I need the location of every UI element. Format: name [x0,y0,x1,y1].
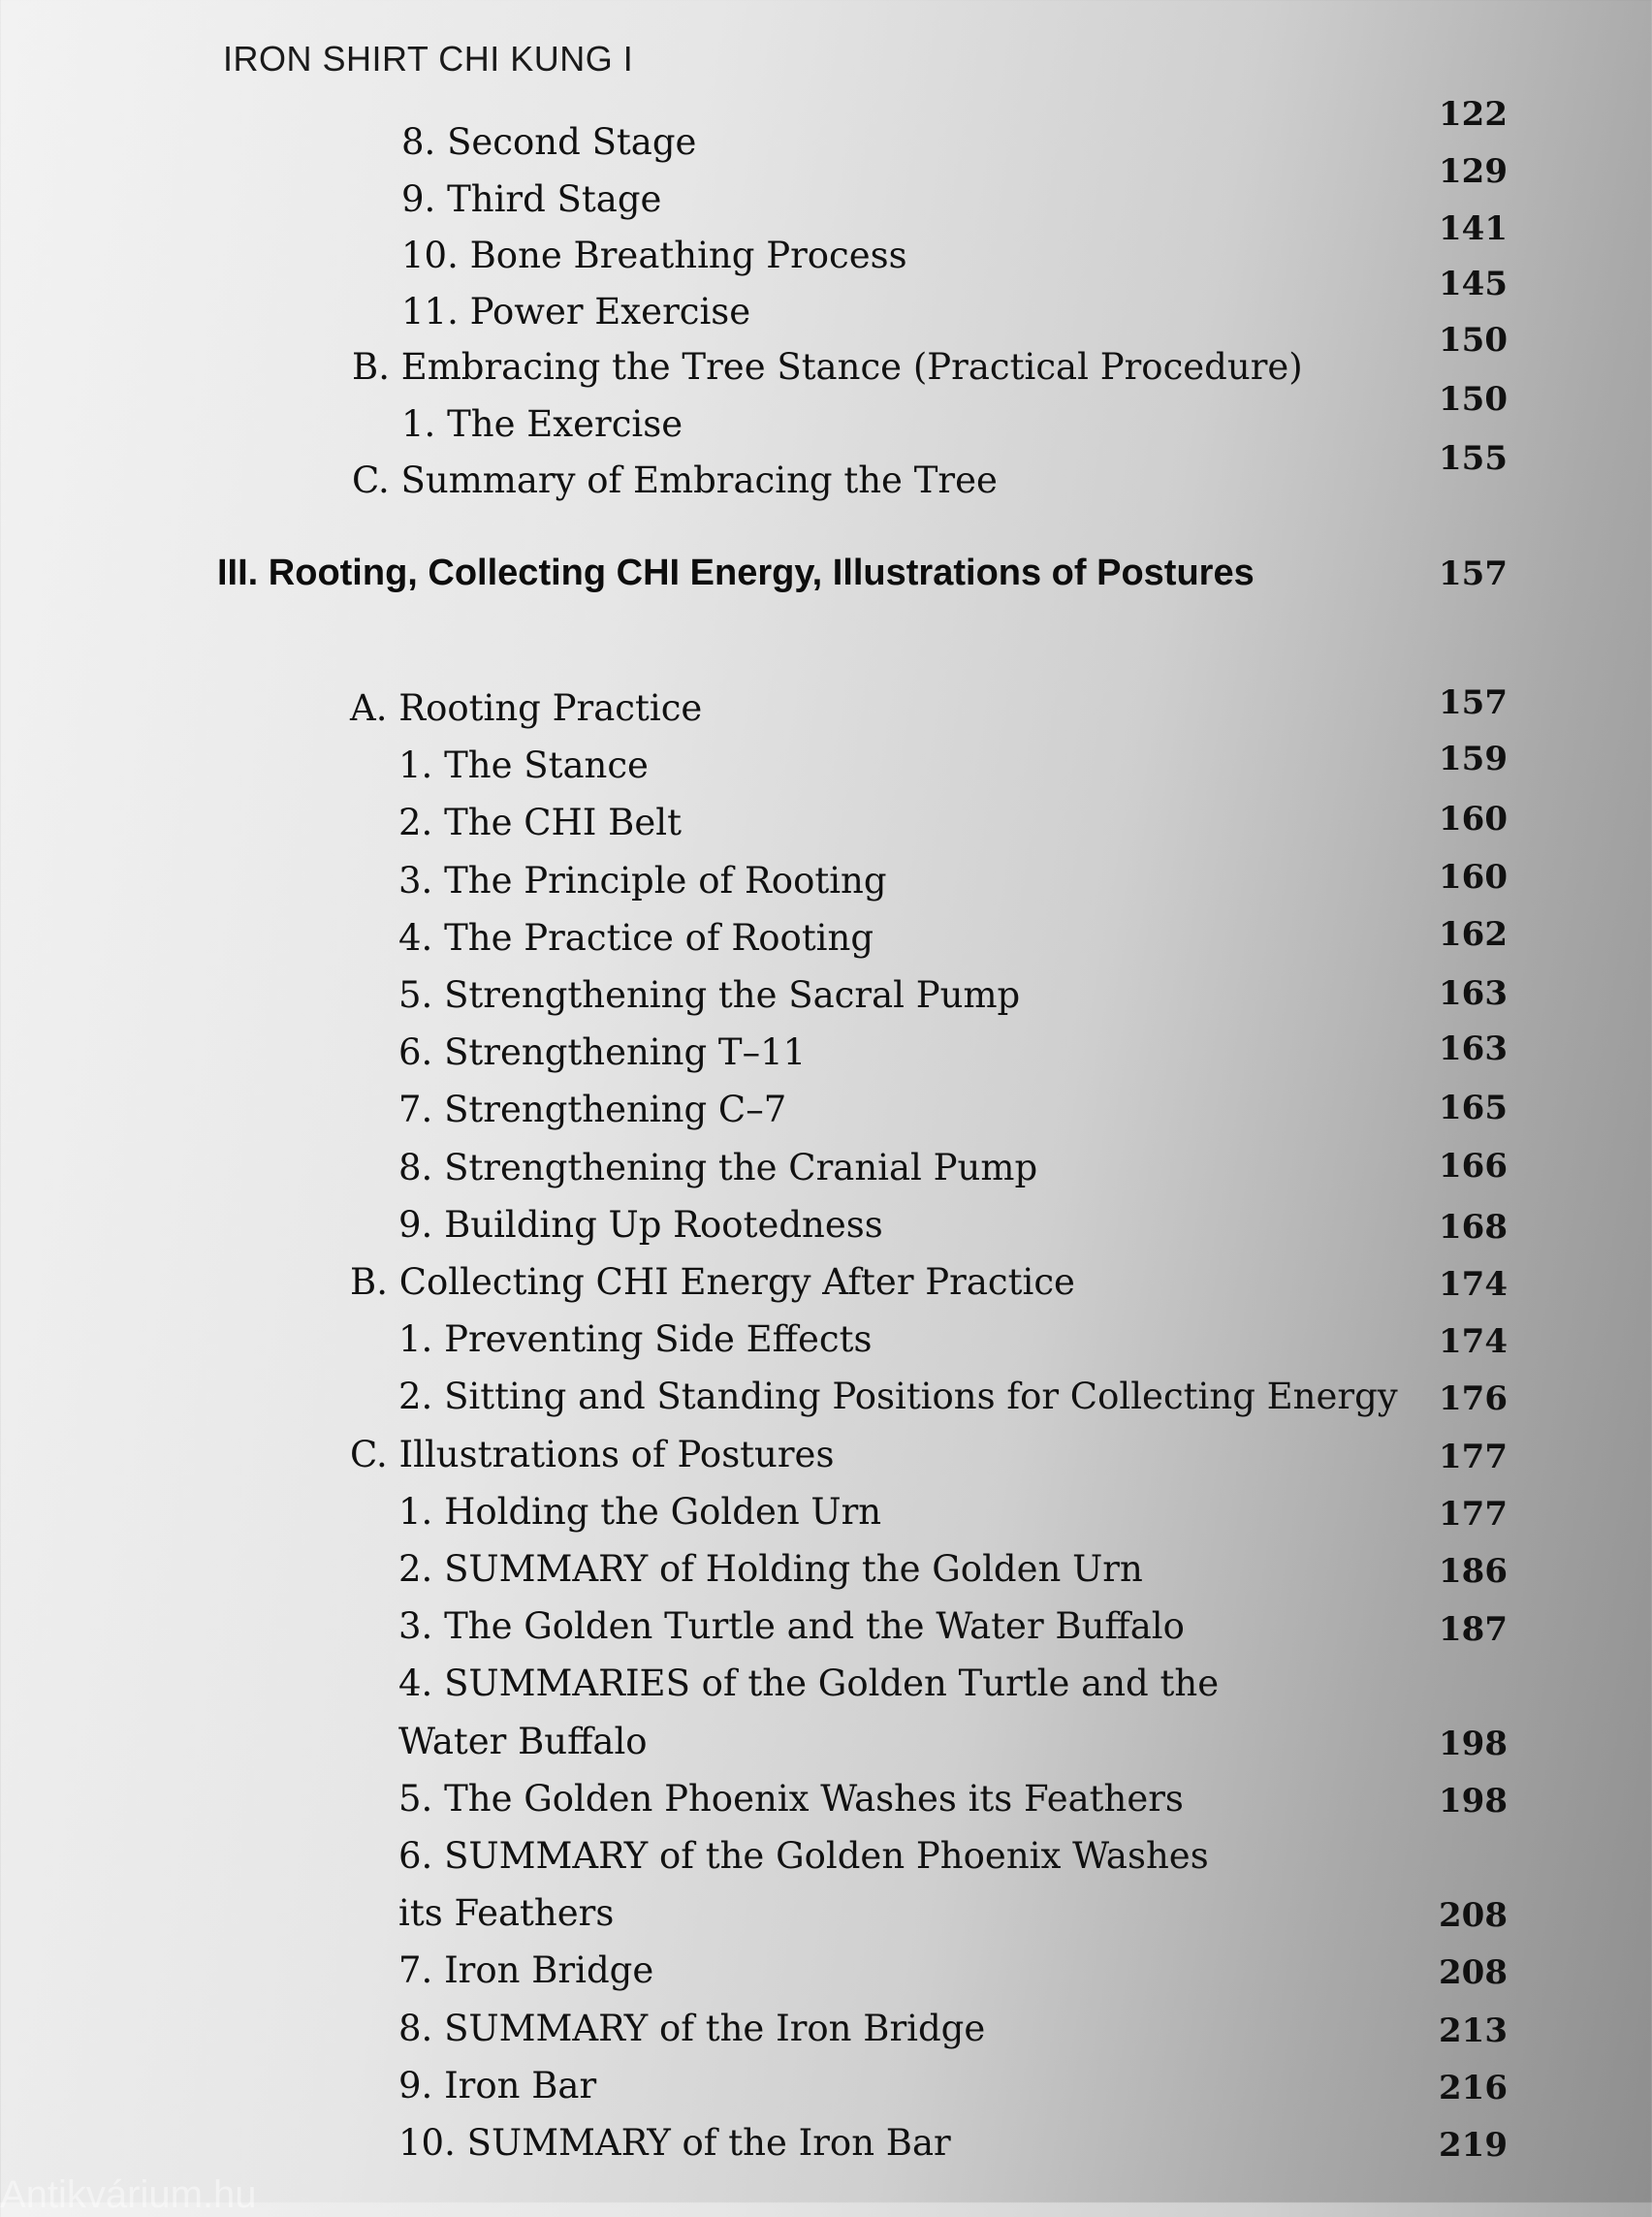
toc-after-entry-text: 1. The Stance [398,744,649,786]
toc-after-entry-page: 177 [1439,1495,1508,1534]
toc-after-entry-text: 2. The CHI Belt [398,802,682,843]
toc-after-entry-page: 160 [1439,800,1508,839]
toc-after-entry-text: 4. The Practice of Rooting [398,917,874,959]
watermark: Antikvárium.hu [0,2173,257,2216]
toc-after-entry-page: 186 [1439,1552,1508,1591]
toc-after-entry-text: 5. Strengthening the Sacral Pump [398,974,1021,1016]
toc-after-entry-page: 177 [1439,1438,1508,1476]
toc-after-entry-text: 3. The Golden Turtle and the Water Buffalo [398,1605,1185,1647]
toc-before-entry-text: C. Summary of Embracing the Tree [352,459,998,501]
toc-after-entry-text: 7. Iron Bridge [398,1949,654,1991]
toc-before-entry-page: 129 [1439,152,1508,191]
toc-after-entry-text: 6. SUMMARY of the Golden Phoenix Washes [398,1835,1209,1877]
toc-after-entry-page: 168 [1439,1208,1508,1247]
toc-before-entry-text: 1. The Exercise [401,403,683,445]
toc-after-entry-page: 163 [1439,1029,1508,1068]
toc-before-entry-text: 9. Third Stage [401,178,662,220]
toc-after-entry-text: 9. Building Up Rootedness [398,1204,883,1246]
toc-after-entry-page: 208 [1439,1896,1508,1935]
toc-after-entry-text: 5. The Golden Phoenix Washes its Feathers [398,1778,1184,1820]
toc-before-entry-page: 145 [1439,265,1508,303]
toc-after-entry-page: 162 [1439,915,1508,954]
toc-after-entry-page: 174 [1439,1265,1508,1304]
section-heading: III. Rooting, Collecting CHI Energy, Illustrations of Postures [217,553,1255,593]
toc-before-entry-text: 11. Power Exercise [401,291,751,333]
toc-after-entry-page: 160 [1439,858,1508,897]
toc-after-entry-text: 8. Strengthening the Cranial Pump [398,1147,1038,1188]
toc-before-entry-text: 10. Bone Breathing Process [401,235,907,276]
toc-after-entry-text: 10. SUMMARY of the Iron Bar [398,2122,951,2164]
toc-after-entry-page: 198 [1439,1782,1508,1821]
toc-after-entry-page: 165 [1439,1089,1508,1127]
toc-after-entry-text: 8. SUMMARY of the Iron Bridge [398,2008,986,2049]
toc-after-entry-page: 216 [1439,2069,1508,2107]
toc-after-entry-text: A. Rooting Practice [350,687,703,729]
section-heading-page: 157 [1439,554,1508,593]
toc-after-entry-text: Water Buffalo [398,1721,648,1762]
toc-after-entry-page: 219 [1439,2126,1508,2165]
toc-before-entry-text: 8. Second Stage [401,121,697,163]
toc-after-entry-page: 159 [1439,740,1508,778]
toc-after-entry-page: 187 [1439,1610,1508,1649]
toc-before-entry-page: 141 [1439,209,1508,248]
toc-after-entry-text: 3. The Principle of Rooting [398,860,887,902]
toc-before-entry-page: 150 [1439,380,1508,419]
toc-after-entry-page: 213 [1439,2011,1508,2050]
toc-after-entry-text: B. Collecting CHI Energy After Practice [350,1261,1075,1303]
toc-before-entry-page: 155 [1439,439,1508,478]
toc-after-entry-text: 1. Holding the Golden Urn [398,1491,882,1533]
toc-after-entry-text: 6. Strengthening T–11 [398,1031,807,1073]
toc-after-entry-text: 7. Strengthening C–7 [398,1089,787,1130]
toc-after-entry-page: 198 [1439,1725,1508,1763]
toc-after-entry-page: 166 [1439,1147,1508,1186]
toc-after-entry-text: 9. Iron Bar [398,2065,597,2106]
toc-after-entry-text: its Feathers [398,1892,615,1934]
toc-after-entry-text: 1. Preventing Side Effects [398,1318,873,1360]
toc-after-entry-text: 2. SUMMARY of Holding the Golden Urn [398,1548,1143,1590]
toc-before-entry-page: 122 [1439,95,1508,134]
toc-after-entry-text: 2. Sitting and Standing Positions for Collecting Energy [398,1376,1398,1417]
toc-before-entry-text: B. Embracing the Tree Stance (Practical Procedure) [352,346,1303,388]
toc-after-entry-page: 163 [1439,974,1508,1013]
toc-after-entry-page: 174 [1439,1322,1508,1361]
toc-after-entry-page: 176 [1439,1379,1508,1418]
toc-after-entry-text: 4. SUMMARIES of the Golden Turtle and the [398,1663,1220,1704]
toc-after-entry-text: C. Illustrations of Postures [350,1434,835,1475]
toc-before-entry-page: 150 [1439,321,1508,360]
toc-after-entry-page: 208 [1439,1953,1508,1992]
toc-after-entry-page: 157 [1439,683,1508,722]
running-head: IRON SHIRT CHI KUNG I [223,39,634,79]
